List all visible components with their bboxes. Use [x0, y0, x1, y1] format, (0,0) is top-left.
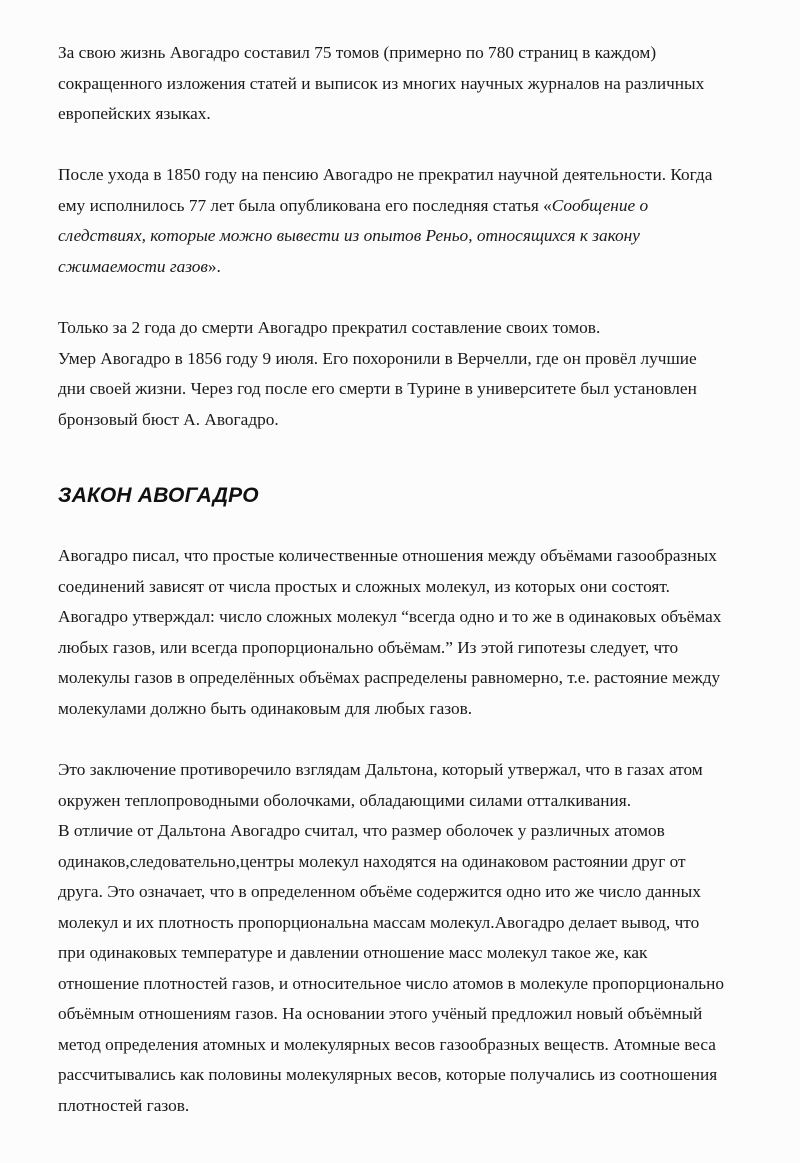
- text-line: За свою жизнь Авогадро составил 75 томов (примерно по 780 страниц в каждом): [58, 43, 657, 62]
- paragraph-avogadro-law: [58, 541, 758, 724]
- text-line: После ухода в 1850 году на пенсию Авогадро не прекратил научной деятельности. Когда: [58, 165, 713, 184]
- text-line: окружен теплопроводными оболочками, обладающими силами отталкивания.: [58, 790, 632, 810]
- text-line: друга. Это означает, что в определенном объёме содержится одно ито же число данных: [58, 882, 701, 901]
- text-line: объёмным отношениям газов. На основании этого учёный предложил новый объёмный: [58, 1004, 703, 1023]
- text-line: рассчитывались как половины молекулярных весов, которые получались из соотношения: [58, 1065, 718, 1084]
- text-line: молекулы газов в определённых объёмах распределены равномерно, т.е. растояние между: [58, 668, 721, 687]
- text-line: дни своей жизни. Через год после его смерти в Турине в университете был установлен: [58, 379, 697, 398]
- article-title-end: сжимаемости газов: [58, 256, 208, 276]
- closing-quote: ».: [207, 256, 221, 276]
- text-line: соединений зависят от числа простых и сложных молекул, из которых они состоят.: [58, 576, 670, 596]
- text-line: Авогадро писал, что простые количественные отношения между объёмами газообразных: [58, 546, 717, 565]
- text-line: Авогадро утверждал: число сложных молекул “всегда одно и то же в одинаковых объёмах: [58, 607, 722, 626]
- text-line: молекулами должно быть одинаковым для любых газов.: [58, 698, 473, 718]
- paragraph-volumes: [58, 38, 758, 130]
- text-line: молекул и их плотность пропорциональна массам молекул.Авогадро делает вывод, что: [58, 912, 700, 932]
- text-segment: ему исполнилось 77 лет была опубликована его последняя статья «: [58, 195, 552, 215]
- text-line: Только за 2 года до смерти Авогадро прекратил составление своих томов.: [58, 318, 601, 337]
- text-line: метод определения атомных и молекулярных весов газообразных веществ. Атомные веса: [58, 1034, 716, 1054]
- paragraph-retirement: [58, 160, 758, 282]
- text-line: любых газов, или всегда пропорционально объёмам.” Из этой гипотезы следует, что: [58, 637, 679, 657]
- text-line: одинаков,следовательно,центры молекул находятся на одинаковом растоянии друг от: [58, 851, 686, 871]
- text-line: бронзовый бюст А. Авогадро.: [58, 409, 279, 429]
- text-line: сокращенного изложения статей и выписок из многих научных журналов на различных: [58, 73, 705, 93]
- text-line: европейских языках.: [58, 104, 211, 123]
- article-title-start: Сообщение о: [551, 195, 649, 215]
- text-line: В отличие от Дальтона Авогадро считал, что размер оболочек у различных атомов: [58, 821, 665, 840]
- text-line: Это заключение противоречило взглядам Дальтона, который утвержал, что в газах атом: [58, 760, 703, 779]
- text-line: при одинаковых температуре и давлении отношение масс молекул такое же, как: [58, 943, 648, 962]
- paragraph-death: [58, 313, 758, 435]
- text-line: [58, 252, 758, 283]
- text-line: отношение плотностей газов, и относительное число атомов в молекуле пропорционально: [58, 973, 724, 993]
- article-title-line: следствиях, которые можно вывести из опытов Реньо, относящихся к закону: [58, 226, 640, 245]
- text-line: Умер Авогадро в 1856 году 9 июля. Его похоронили в Верчелли, где он провёл лучшие: [58, 348, 697, 368]
- paragraph-dalton-contrast: [58, 755, 758, 1121]
- section-heading: ЗАКОН АВОГАДРО: [58, 484, 259, 507]
- text-line: плотностей газов.: [58, 1095, 190, 1115]
- text-line: [58, 191, 758, 222]
